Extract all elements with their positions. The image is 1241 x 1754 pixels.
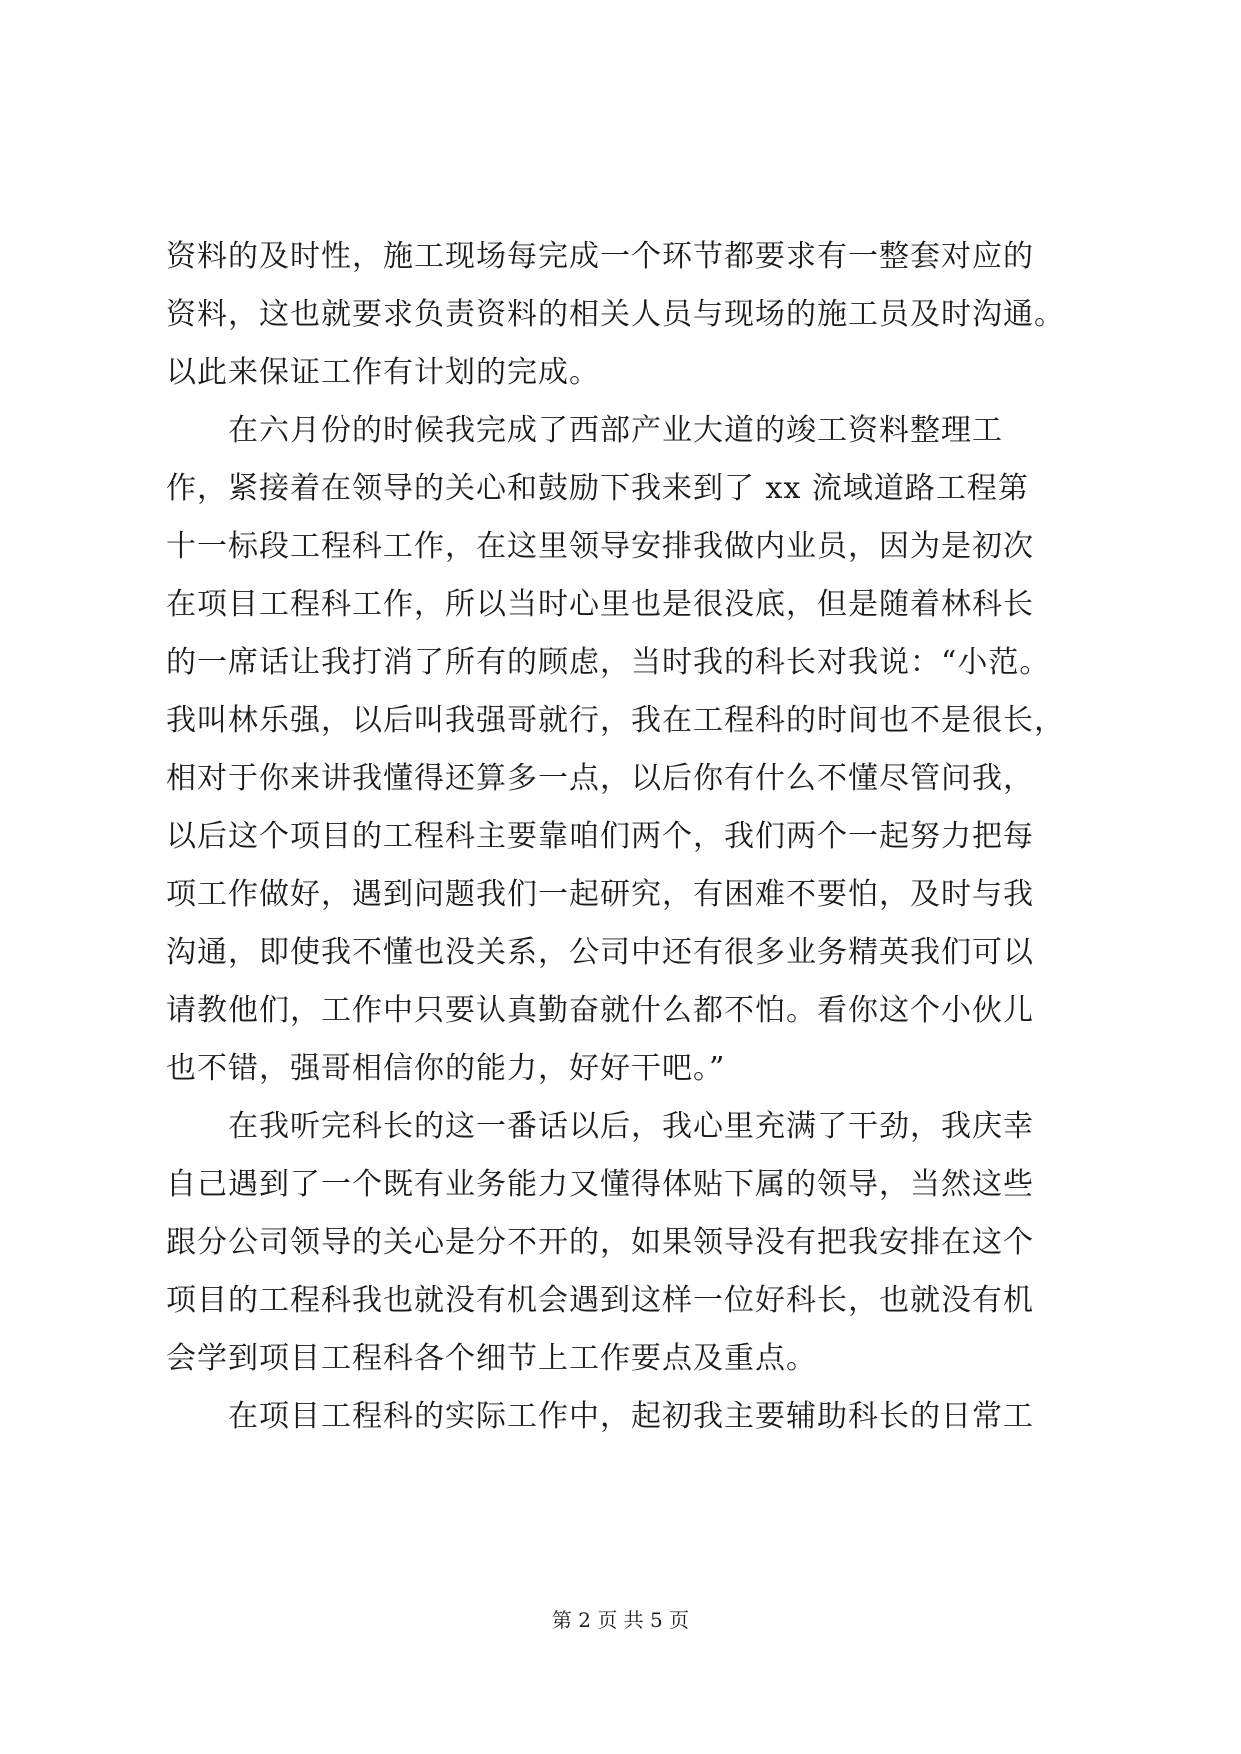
text-line: 作，紧接着在领导的关心和鼓励下我来到了 xx 流域道路工程第: [166, 471, 1029, 506]
page-footer: [0, 1604, 1241, 1633]
text-line: 会学到项目工程科各个细节上工作要点及重点。: [166, 1341, 817, 1376]
text-line: 相对于你来讲我懂得还算多一点，以后你有什么不懂尽管问我，: [166, 761, 1034, 796]
text-line: 资料，这也就要求负责资料的相关人员与现场的施工员及时沟通。: [166, 297, 1065, 332]
text-line: 资料的及时性，施工现场每完成一个环节都要求有一整套对应的: [166, 239, 1034, 274]
page-number-label: 第 2 页 共 5 页: [551, 1608, 690, 1632]
text-line: 的一席话让我打消了所有的顾虑，当时我的科长对我说：“小范。: [166, 645, 1051, 680]
text-line: 跟分公司领导的关心是分不开的，如果领导没有把我安排在这个: [166, 1225, 1034, 1260]
text-line: 十一标段工程科工作，在这里领导安排我做内业员，因为是初次: [166, 529, 1034, 564]
text-line: 以后这个项目的工程科主要靠咱们两个，我们两个一起努力把每: [166, 819, 1034, 854]
text-line: 在项目工程科工作，所以当时心里也是很没底，但是随着林科长: [166, 587, 1034, 622]
text-line: 在我听完科长的这一番话以后，我心里充满了干劲，我庆幸: [166, 1109, 1034, 1144]
text-line: 自己遇到了一个既有业务能力又懂得体贴下属的领导，当然这些: [166, 1167, 1034, 1202]
text-line: 项目的工程科我也就没有机会遇到这样一位好科长，也就没有机: [166, 1283, 1034, 1318]
text-line: 在项目工程科的实际工作中，起初我主要辅助科长的日常工: [166, 1399, 1034, 1434]
text-line: 我叫林乐强，以后叫我强哥就行，我在工程科的时间也不是很长，: [166, 703, 1065, 738]
body-text: [166, 228, 1086, 1446]
text-line: 沟通，即使我不懂也没关系，公司中还有很多业务精英我们可以: [166, 935, 1034, 970]
text-line: 请教他们，工作中只要认真勤奋就什么都不怕。看你这个小伙儿: [166, 993, 1034, 1028]
text-line: 在六月份的时候我完成了西部产业大道的竣工资料整理工: [166, 413, 1003, 448]
text-line: 项工作做好，遇到问题我们一起研究，有困难不要怕，及时与我: [166, 877, 1034, 912]
text-line: 也不错，强哥相信你的能力，好好干吧。”: [166, 1051, 726, 1086]
text-line: 以此来保证工作有计划的完成。: [166, 355, 600, 390]
